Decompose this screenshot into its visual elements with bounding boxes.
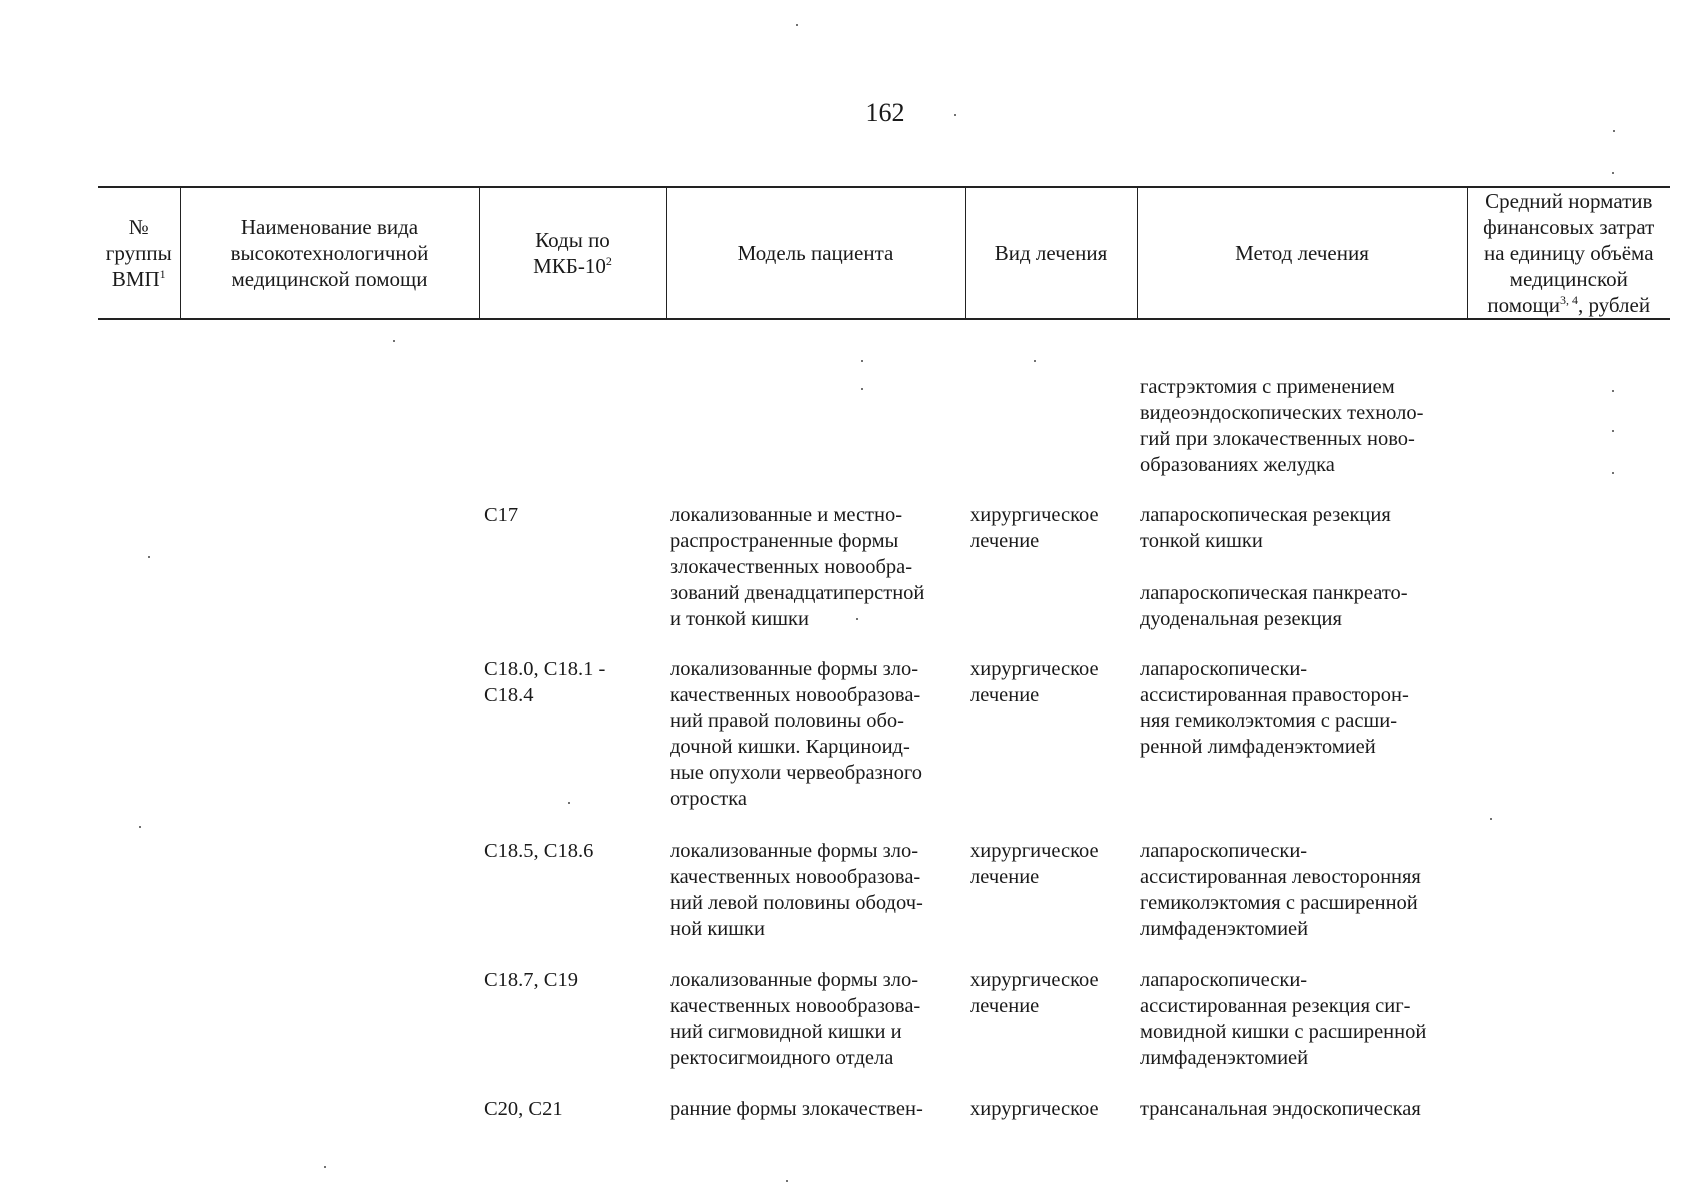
codes-cell: C18.0, C18.1 - C18.4 <box>484 658 606 706</box>
patient-model-cell: ранние формы злокачествен- <box>670 1098 923 1120</box>
patient-model-cell: локализованные формы зло- качественных новообразова- ний левой половины ободоч- ной кишки <box>670 840 923 940</box>
page-number: 162 <box>865 98 905 127</box>
header-avg-cost: Средний норматив финансовых затрат на единицу объёма медицинской помощи$^{3, 4}$, рублей <box>1467 187 1670 319</box>
treatment-method-cell: трансанальная эндоскопическая <box>1140 1098 1421 1120</box>
scan-speck <box>1490 818 1492 820</box>
patient-model-cell: локализованные формы зло- качественных новообразова- ний правой половины обо- дочной кишки. Карциноид- ные опухоли червеобразного отростка <box>670 658 923 810</box>
table-header <box>98 186 1670 320</box>
scan-speck <box>1612 172 1614 174</box>
treatment-type-cell: хирургическое лечение <box>970 504 1099 552</box>
scan-speck <box>954 114 956 116</box>
codes-cell: C18.7, C19 <box>484 969 578 991</box>
treatment-type-cell: хирургическое <box>970 1098 1099 1120</box>
scan-speck <box>139 826 141 828</box>
continuation-method-cell: гастрэктомия с применением видеоэндоскопических техноло- гий при злокачественных ново- образованиях желудка <box>1140 376 1424 476</box>
scan-speck <box>324 1166 326 1168</box>
treatment-method-cell: лапароскопически- ассистированная правосторон- няя гемиколэктомия с расши- ренной лимфаденэктомией <box>1140 658 1409 758</box>
scan-speck <box>786 1180 788 1182</box>
scan-speck <box>796 24 798 26</box>
scan-speck <box>856 618 858 620</box>
scan-speck <box>148 556 150 558</box>
header-patient-model: Модель пациента <box>666 187 965 319</box>
patient-model-cell: локализованные и местно- распространенные формы злокачественных новообра- зований двенадцатиперстной и тонкой кишки <box>670 504 925 630</box>
header-care-type: Наименование вида высокотехнологичной медицинской помощи <box>180 187 479 319</box>
codes-cell: C18.5, C18.6 <box>484 840 594 862</box>
codes-cell: C17 <box>484 504 519 526</box>
scan-speck <box>861 360 863 362</box>
header-icd-codes: Коды по МКБ-$10^2$ <box>479 187 666 319</box>
header-group-no: № группы ВМП$^1$ <box>98 187 180 319</box>
codes-cell: C20, C21 <box>484 1098 563 1120</box>
treatment-method-cell: лапароскопическая панкреато- дуоденальная резекция <box>1140 582 1408 630</box>
treatment-type-cell: хирургическое лечение <box>970 969 1099 1017</box>
scan-speck <box>1613 130 1615 132</box>
header-treatment-method: Метод лечения <box>1137 187 1467 319</box>
scan-speck <box>568 802 570 804</box>
treatment-type-cell: хирургическое лечение <box>970 840 1099 888</box>
treatment-method-cell: лапароскопически- ассистированная левосторонняя гемиколэктомия с расширенной лимфаденэктомией <box>1140 840 1421 940</box>
scan-speck <box>1034 360 1036 362</box>
scan-speck <box>1612 430 1614 432</box>
header-treatment-type: Вид лечения <box>965 187 1137 319</box>
scan-speck <box>1612 472 1614 474</box>
treatment-type-cell: хирургическое лечение <box>970 658 1099 706</box>
treatment-method-cell: лапароскопическая резекция тонкой кишки <box>1140 504 1391 552</box>
treatment-method-cell: лапароскопически- ассистированная резекция сиг- мовидной кишки с расширенной лимфаденэктомией <box>1140 969 1427 1069</box>
scan-speck <box>861 388 863 390</box>
scan-speck <box>393 340 395 342</box>
scan-speck <box>1612 390 1614 392</box>
patient-model-cell: локализованные формы зло- качественных новообразова- ний сигмовидной кишки и ректосигмоидного отдела <box>670 969 921 1069</box>
